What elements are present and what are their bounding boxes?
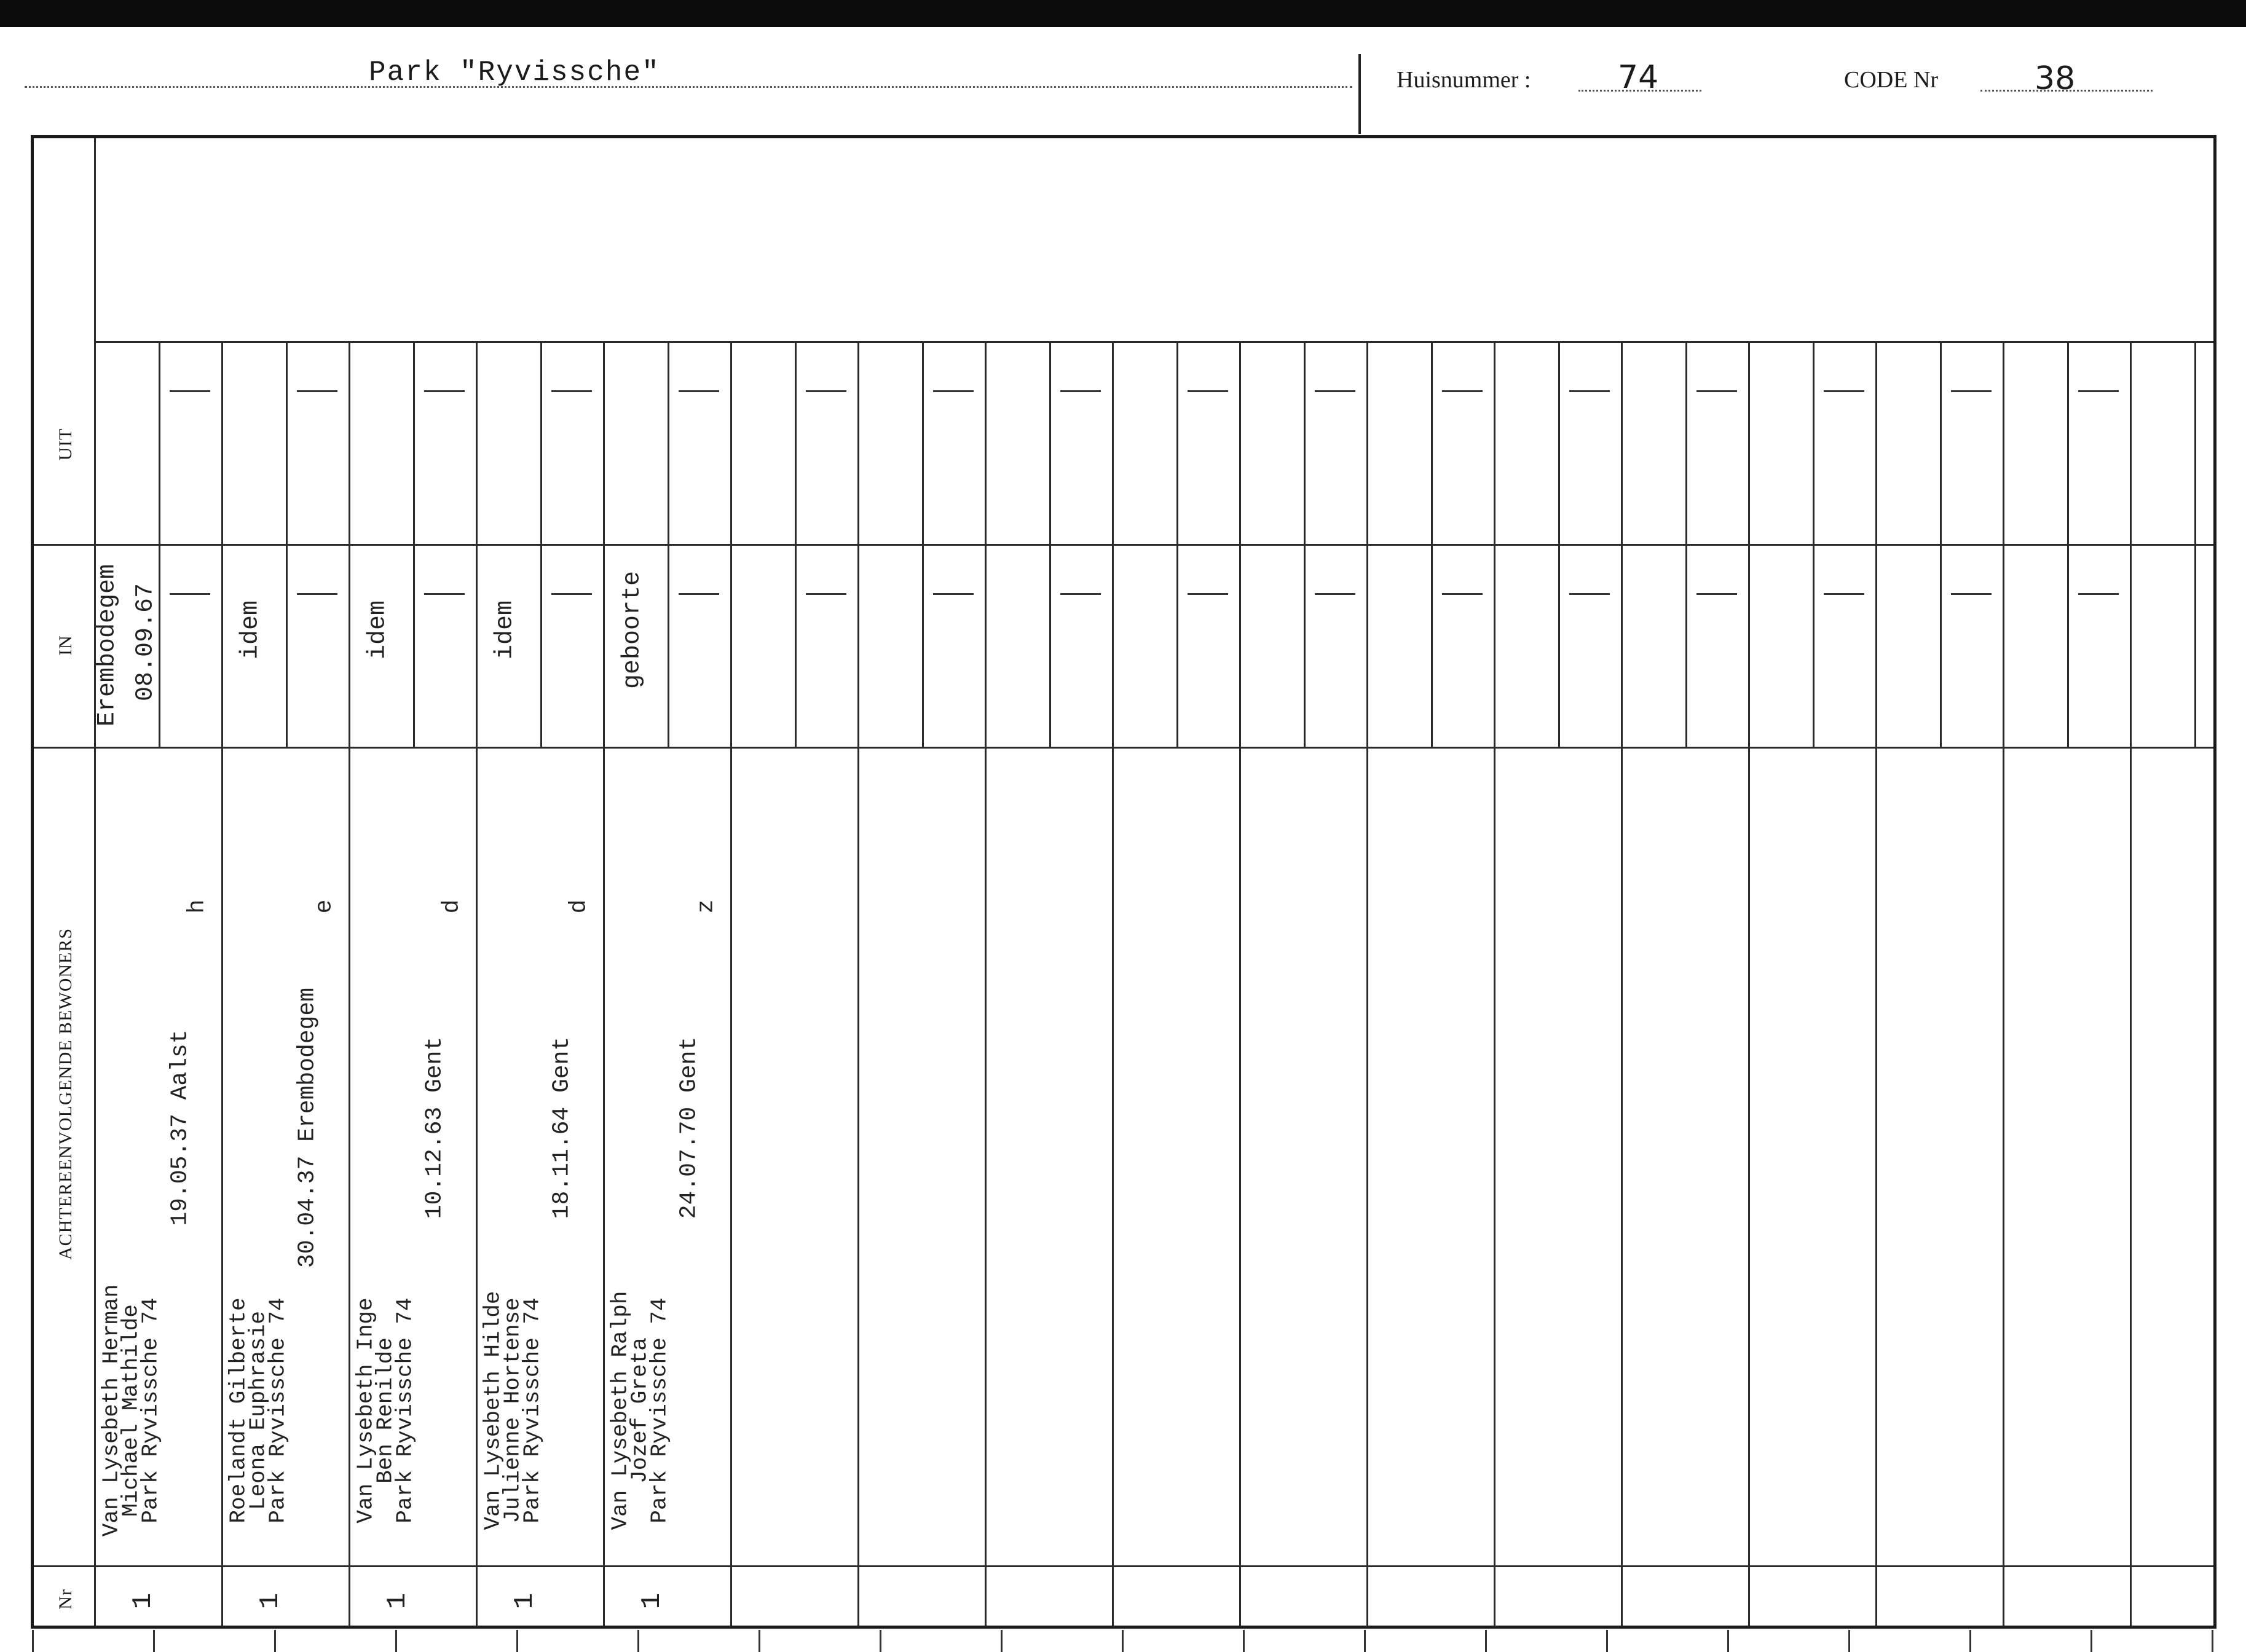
empty-dash [1569,593,1610,595]
empty-dash [2078,593,2119,595]
scan-top-border [0,0,2246,27]
column-divider [1112,341,1114,1626]
column-divider [1748,341,1750,1626]
empty-dash [551,390,592,392]
empty-dash [806,593,846,595]
tick [637,1630,639,1652]
sub-column-divider [1304,341,1306,747]
street-name: Park "Ryvissche" [369,57,660,88]
column-divider [1494,341,1495,1626]
column-divider [1366,341,1368,1626]
empty-dash [297,390,337,392]
tick [759,1630,760,1652]
column-divider [476,341,478,1626]
column-divider [349,341,350,1626]
column-divider [1239,341,1241,1626]
tick [1364,1630,1366,1652]
empty-dash [1696,593,1737,595]
sub-column-divider [1431,341,1433,747]
house-number-value: 74 [1618,59,1659,96]
empty-dash [1824,390,1864,392]
empty-dash [170,593,210,595]
empty-dash [1442,593,1483,595]
empty-dash [551,593,592,595]
empty-dash [1315,390,1355,392]
tick [1848,1630,1850,1652]
empty-dash [2078,390,2119,392]
register-table: UIT IN ACHTEREENVOLGENDE BEWONERS Nr Erembodegem 08.09.67 Van Lysebeth Herman Michael Mathilde Park Ryvissche 74 19.05.37 Aalst h 1 idem Roelandt Gilberte Leona Euphrasie Park Ryvissche 74 30.04.37 Erembodegem e 1 idem Van Lysebeth Inge Ben Renilde Park Ryvissche 74 10.12.63 Gent d 1 idem Van Lysebeth Hilde Julienne Hortense Park Ryvissche 74 18.11.64 Gent d 1 geboorte Van Lysebeth Ralph Jozef Greta Park Ryvissche 74 24.07.70 Gent z 1 [31,135,2216,1629]
tick [1243,1630,1245,1652]
empty-dash [1569,390,1610,392]
empty-dash [297,593,337,595]
sub-column-divider [413,341,415,747]
sub-column-divider [2194,341,2196,747]
empty-dash [424,390,465,392]
row-divider [34,544,2213,546]
empty-dash [679,390,719,392]
sub-column-divider [1049,341,1051,747]
code-value: 38 [2035,60,2076,97]
empty-dash [1951,390,1992,392]
tick [153,1630,155,1652]
tick [1606,1630,1608,1652]
empty-dash [1188,390,1228,392]
column-divider [2003,341,2004,1626]
column-divider [603,341,605,1626]
row-divider [34,1565,2213,1567]
sub-column-divider [1176,341,1178,747]
row-divider [94,341,2213,343]
empty-dash [1060,593,1101,595]
sub-column-divider [1813,341,1815,747]
column-divider [985,341,987,1626]
empty-dash [1696,390,1737,392]
tick [2090,1630,2092,1652]
empty-dash [424,593,465,595]
empty-dash [1824,593,1864,595]
row-divider [34,747,2213,749]
sub-column-divider [1558,341,1560,747]
empty-dash [1188,593,1228,595]
sub-column-divider [922,341,924,747]
tick [1485,1630,1487,1652]
sub-column-divider [795,341,797,747]
code-label: CODE Nr [1844,67,1939,93]
sub-column-divider [286,341,288,747]
house-number-label: Huisnummer : [1397,67,1531,93]
empty-dash [806,390,846,392]
empty-dash [1060,390,1101,392]
label-column-divider [94,138,96,1626]
sub-column-divider [1685,341,1687,747]
tick [1122,1630,1124,1652]
tick [1001,1630,1003,1652]
tick [1969,1630,1971,1652]
column-divider [1875,341,1877,1626]
tick [274,1630,276,1652]
sub-column-divider [540,341,542,747]
tick [32,1630,34,1652]
tick [880,1630,881,1652]
empty-dash [1951,593,1992,595]
column-divider [221,341,223,1626]
tick [516,1630,518,1652]
empty-dash [170,390,210,392]
tick [2212,1630,2213,1652]
empty-dash [679,593,719,595]
sub-column-divider [668,341,669,747]
bottom-tick-marks [31,1630,2216,1652]
empty-dash [933,390,974,392]
column-divider [730,341,732,1626]
empty-dash [1315,593,1355,595]
empty-dash [1442,390,1483,392]
tick [1727,1630,1729,1652]
column-divider [857,341,859,1626]
empty-dash [933,593,974,595]
column-divider [2130,341,2132,1626]
column-divider [1621,341,1623,1626]
tick [395,1630,397,1652]
sub-column-divider [1940,341,1942,747]
header-divider [1358,54,1361,134]
sub-column-divider [2067,341,2069,747]
